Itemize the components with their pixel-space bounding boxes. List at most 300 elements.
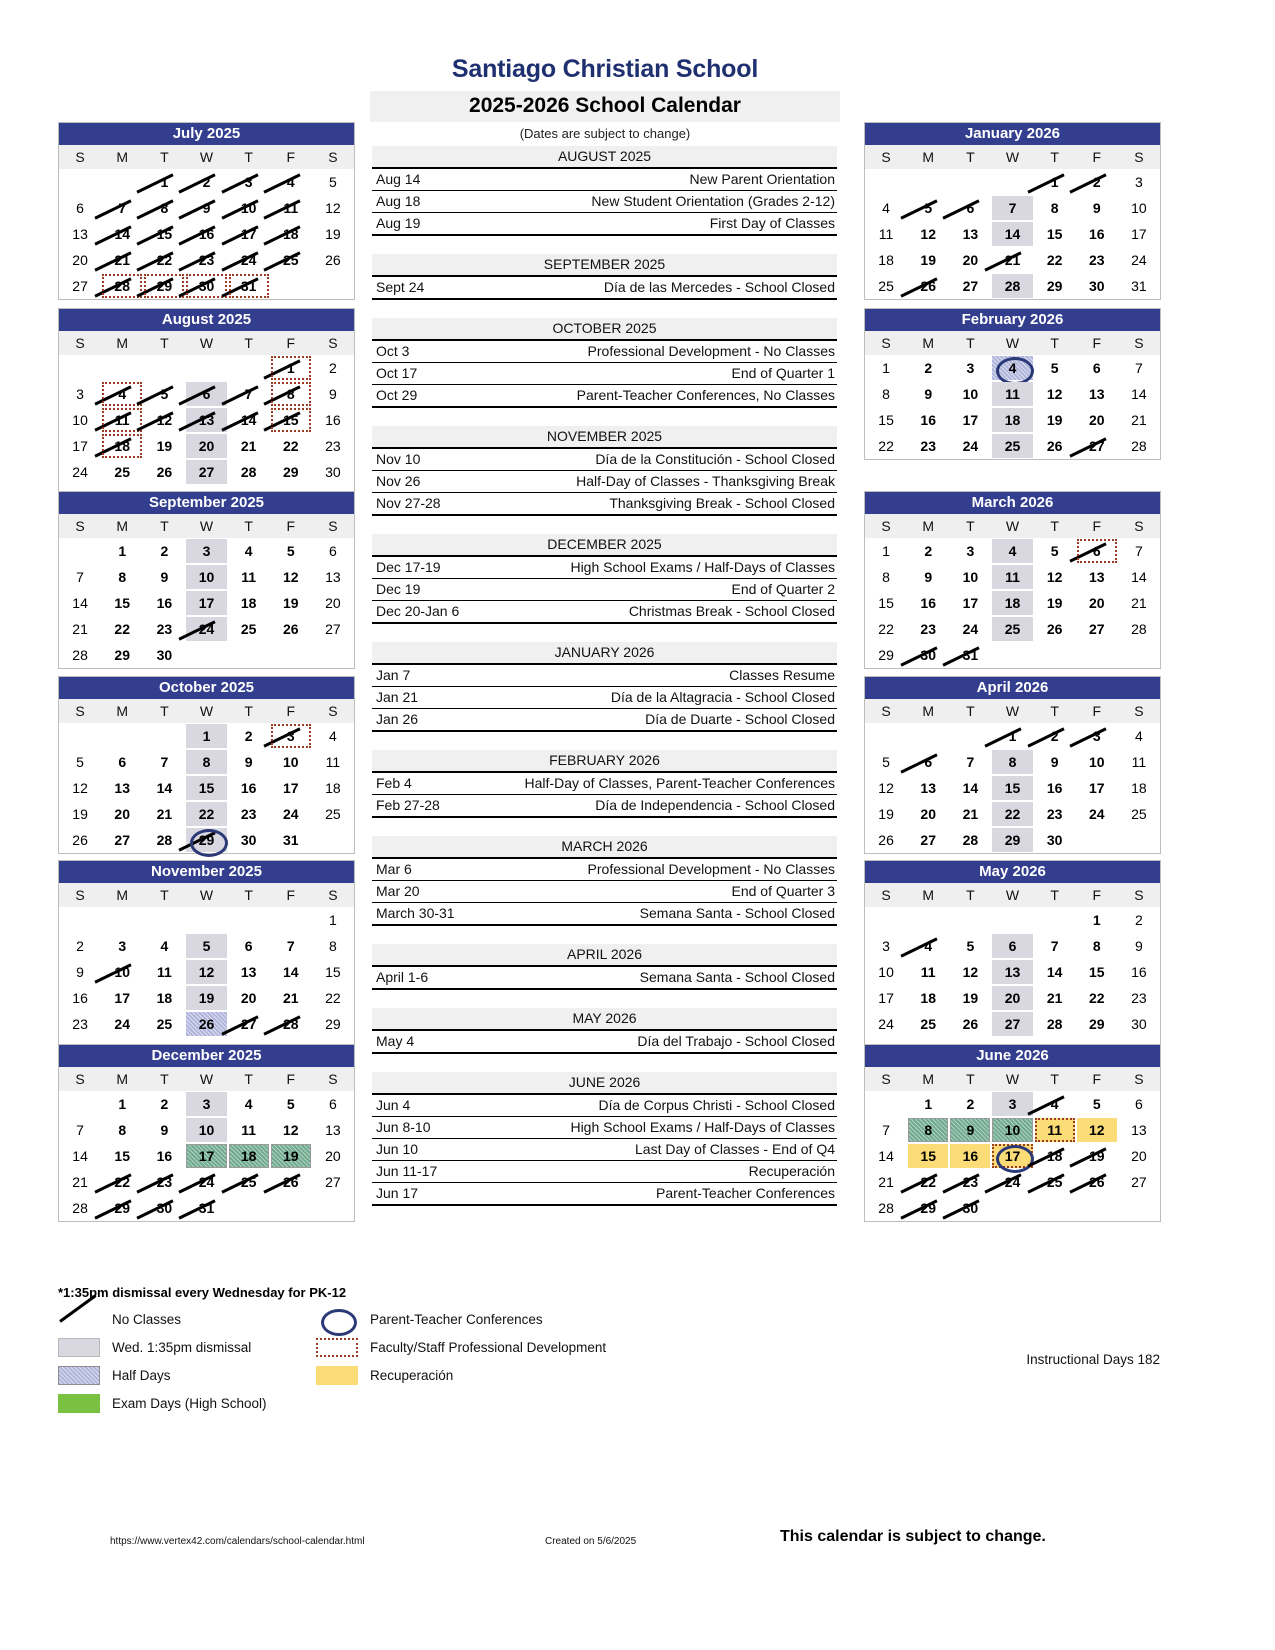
day-mar2026-1[interactable] (865, 538, 907, 564)
day-cell[interactable]: 27 (186, 460, 226, 484)
day-jan2026-12[interactable] (907, 221, 949, 247)
day-oct2025-8[interactable] (185, 749, 227, 775)
day-cell[interactable]: 7 (966, 754, 975, 770)
day-cell[interactable]: 14 (72, 1148, 88, 1164)
day-cell[interactable]: 24 (114, 1016, 130, 1032)
day-apr2026-18[interactable] (1118, 775, 1160, 801)
day-cell[interactable]: 31 (186, 1196, 226, 1220)
day-cell[interactable]: 10 (102, 960, 142, 984)
day-dec2025-15[interactable] (101, 1143, 143, 1169)
day-feb2026-20[interactable] (1076, 407, 1118, 433)
day-cell[interactable]: 9 (950, 1118, 990, 1142)
day-cell[interactable]: 8 (882, 386, 890, 402)
day-cell[interactable]: 19 (325, 226, 341, 242)
day-jan2026-1[interactable] (1034, 169, 1076, 195)
day-cell[interactable]: 13 (325, 1122, 341, 1138)
day-dec2025-22[interactable] (101, 1169, 143, 1195)
day-sep2025-5[interactable] (270, 538, 312, 564)
day-jun2026-11[interactable] (1034, 1117, 1076, 1143)
day-cell[interactable]: 12 (72, 780, 88, 796)
day-cell[interactable]: 19 (271, 1144, 311, 1168)
day-jun2026-4[interactable] (1034, 1091, 1076, 1117)
day-apr2026-20[interactable] (907, 801, 949, 827)
day-jan2026-23[interactable] (1076, 247, 1118, 273)
day-cell[interactable]: 19 (962, 990, 979, 1006)
day-cell[interactable]: 19 (186, 986, 226, 1010)
day-cell[interactable]: 30 (908, 643, 948, 667)
day-cell[interactable]: 28 (156, 832, 173, 848)
day-cell[interactable]: 4 (1135, 728, 1143, 744)
day-cell[interactable]: 25 (114, 464, 130, 480)
day-cell[interactable]: 16 (1131, 964, 1147, 980)
day-cell[interactable]: 5 (286, 543, 295, 559)
day-jan2026-19[interactable] (907, 247, 949, 273)
day-mar2026-26[interactable] (1034, 616, 1076, 642)
day-apr2026-27[interactable] (907, 827, 949, 853)
day-cell[interactable]: 15 (325, 964, 341, 980)
day-cell[interactable]: 23 (920, 621, 936, 637)
day-cell[interactable]: 22 (992, 802, 1032, 826)
day-nov2025-15[interactable] (312, 959, 354, 985)
day-cell[interactable]: 21 (1131, 595, 1147, 611)
day-feb2026-8[interactable] (865, 381, 907, 407)
day-cell[interactable]: 30 (325, 464, 341, 480)
day-aug2025-9[interactable] (312, 381, 354, 407)
day-cell[interactable]: 8 (329, 938, 337, 954)
day-jan2026-11[interactable] (865, 221, 907, 247)
day-cell[interactable]: 3 (76, 386, 84, 402)
day-cell[interactable]: 14 (1131, 386, 1147, 402)
day-cell[interactable]: 2 (244, 728, 253, 744)
day-dec2025-28[interactable] (59, 1195, 101, 1221)
day-cell[interactable]: 8 (144, 196, 184, 220)
day-cell[interactable]: 20 (1088, 595, 1105, 611)
day-may2026-13[interactable] (991, 959, 1033, 985)
day-cell[interactable]: 22 (1046, 252, 1063, 268)
day-cell[interactable]: 11 (156, 964, 172, 980)
day-nov2025-22[interactable] (312, 985, 354, 1011)
day-jul2025-10[interactable] (228, 195, 270, 221)
day-apr2026-23[interactable] (1034, 801, 1076, 827)
day-cell[interactable]: 25 (992, 434, 1032, 458)
day-cell[interactable]: 6 (118, 754, 127, 770)
day-cell[interactable]: 21 (282, 990, 299, 1006)
day-feb2026-26[interactable] (1034, 433, 1076, 459)
day-apr2026-11[interactable] (1118, 749, 1160, 775)
day-mar2026-12[interactable] (1034, 564, 1076, 590)
day-cell[interactable]: 13 (1088, 569, 1105, 585)
day-aug2025-7[interactable] (228, 381, 270, 407)
day-sep2025-7[interactable] (59, 564, 101, 590)
day-jan2026-28[interactable] (991, 273, 1033, 299)
day-cell[interactable]: 12 (1046, 386, 1063, 402)
day-jul2025-28[interactable] (101, 273, 143, 299)
day-oct2025-29[interactable] (185, 827, 227, 853)
day-cell[interactable]: 20 (72, 252, 88, 268)
day-jan2026-18[interactable] (865, 247, 907, 273)
day-cell[interactable]: 18 (240, 595, 257, 611)
day-cell[interactable]: 29 (144, 274, 184, 298)
day-jun2026-29[interactable] (907, 1195, 949, 1221)
day-cell[interactable]: 20 (240, 990, 257, 1006)
day-mar2026-21[interactable] (1118, 590, 1160, 616)
day-cell[interactable]: 11 (325, 754, 341, 770)
day-cell[interactable]: 2 (966, 1096, 975, 1112)
day-cell[interactable]: 9 (1135, 938, 1143, 954)
day-cell[interactable]: 29 (1088, 1016, 1105, 1032)
day-aug2025-6[interactable] (185, 381, 227, 407)
day-may2026-10[interactable] (865, 959, 907, 985)
day-cell[interactable]: 7 (160, 754, 169, 770)
day-may2026-18[interactable] (907, 985, 949, 1011)
day-jul2025-15[interactable] (143, 221, 185, 247)
day-cell[interactable]: 3 (186, 539, 226, 563)
day-aug2025-30[interactable] (312, 459, 354, 485)
day-cell[interactable]: 25 (992, 617, 1032, 641)
day-aug2025-8[interactable] (270, 381, 312, 407)
day-jan2026-10[interactable] (1118, 195, 1160, 221)
day-cell[interactable]: 24 (186, 617, 226, 641)
day-cell[interactable]: 1 (1035, 170, 1075, 194)
day-cell[interactable]: 5 (76, 754, 84, 770)
day-cell[interactable]: 24 (282, 806, 299, 822)
day-cell[interactable]: 7 (992, 196, 1032, 220)
day-dec2025-10[interactable] (185, 1117, 227, 1143)
day-cell[interactable]: 27 (325, 621, 341, 637)
day-nov2025-16[interactable] (59, 985, 101, 1011)
day-cell[interactable]: 15 (1088, 964, 1105, 980)
day-cell[interactable]: 26 (72, 832, 88, 848)
day-cell[interactable]: 2 (76, 938, 84, 954)
day-oct2025-30[interactable] (228, 827, 270, 853)
day-oct2025-24[interactable] (270, 801, 312, 827)
day-oct2025-7[interactable] (143, 749, 185, 775)
day-jul2025-1[interactable] (143, 169, 185, 195)
day-nov2025-1[interactable] (312, 907, 354, 933)
day-feb2026-2[interactable] (907, 355, 949, 381)
day-cell[interactable]: 26 (962, 1016, 979, 1032)
day-cell[interactable]: 6 (244, 938, 253, 954)
day-nov2025-11[interactable] (143, 959, 185, 985)
day-cell[interactable]: 19 (1077, 1144, 1117, 1168)
day-apr2026-8[interactable] (991, 749, 1033, 775)
day-sep2025-12[interactable] (270, 564, 312, 590)
day-aug2025-25[interactable] (101, 459, 143, 485)
day-mar2026-7[interactable] (1118, 538, 1160, 564)
day-aug2025-16[interactable] (312, 407, 354, 433)
day-apr2026-22[interactable] (991, 801, 1033, 827)
day-cell[interactable]: 21 (156, 806, 173, 822)
day-feb2026-25[interactable] (991, 433, 1033, 459)
day-cell[interactable]: 2 (186, 170, 226, 194)
day-sep2025-24[interactable] (185, 616, 227, 642)
day-cell[interactable]: 17 (186, 591, 226, 615)
day-mar2026-3[interactable] (949, 538, 991, 564)
day-cell[interactable]: 4 (271, 170, 311, 194)
day-dec2025-14[interactable] (59, 1143, 101, 1169)
day-cell[interactable]: 23 (1046, 806, 1063, 822)
day-cell[interactable]: 6 (1077, 539, 1117, 563)
day-may2026-27[interactable] (991, 1011, 1033, 1037)
day-cell[interactable]: 18 (1035, 1144, 1075, 1168)
day-sep2025-1[interactable] (101, 538, 143, 564)
day-dec2025-26[interactable] (270, 1169, 312, 1195)
day-dec2025-11[interactable] (228, 1117, 270, 1143)
day-cell[interactable]: 25 (271, 248, 311, 272)
day-jan2026-20[interactable] (949, 247, 991, 273)
day-oct2025-22[interactable] (185, 801, 227, 827)
day-oct2025-10[interactable] (270, 749, 312, 775)
day-aug2025-23[interactable] (312, 433, 354, 459)
day-oct2025-18[interactable] (312, 775, 354, 801)
day-cell[interactable]: 2 (160, 1096, 169, 1112)
day-cell[interactable]: 15 (992, 776, 1032, 800)
day-cell[interactable]: 14 (992, 222, 1032, 246)
day-jun2026-6[interactable] (1118, 1091, 1160, 1117)
day-mar2026-28[interactable] (1118, 616, 1160, 642)
day-jan2026-31[interactable] (1118, 273, 1160, 299)
day-cell[interactable]: 12 (962, 964, 979, 980)
day-feb2026-4[interactable] (991, 355, 1033, 381)
day-nov2025-29[interactable] (312, 1011, 354, 1037)
day-apr2026-5[interactable] (865, 749, 907, 775)
day-dec2025-24[interactable] (185, 1169, 227, 1195)
day-cell[interactable]: 9 (1050, 754, 1059, 770)
day-dec2025-7[interactable] (59, 1117, 101, 1143)
day-cell[interactable]: 30 (144, 1196, 184, 1220)
day-cell[interactable]: 11 (241, 1122, 257, 1138)
day-jan2026-27[interactable] (949, 273, 991, 299)
day-apr2026-7[interactable] (949, 749, 991, 775)
day-jul2025-16[interactable] (185, 221, 227, 247)
day-cell[interactable]: 13 (325, 569, 341, 585)
day-cell[interactable]: 3 (229, 170, 269, 194)
day-cell[interactable]: 2 (924, 543, 933, 559)
day-jun2026-12[interactable] (1076, 1117, 1118, 1143)
day-cell[interactable]: 20 (992, 986, 1032, 1010)
day-cell[interactable]: 25 (1035, 1170, 1075, 1194)
day-cell[interactable]: 29 (102, 1196, 142, 1220)
day-cell[interactable]: 16 (156, 595, 173, 611)
day-cell[interactable]: 23 (72, 1016, 88, 1032)
day-dec2025-21[interactable] (59, 1169, 101, 1195)
day-cell[interactable]: 5 (1092, 1096, 1101, 1112)
day-cell[interactable]: 17 (114, 990, 130, 1006)
day-cell[interactable]: 1 (186, 724, 226, 748)
day-aug2025-1[interactable] (270, 355, 312, 381)
day-cell[interactable]: 16 (156, 1148, 173, 1164)
day-cell[interactable]: 21 (992, 248, 1032, 272)
day-cell[interactable]: 16 (920, 595, 936, 611)
day-cell[interactable]: 17 (1088, 780, 1105, 796)
day-cell[interactable]: 12 (1077, 1118, 1117, 1142)
day-feb2026-23[interactable] (907, 433, 949, 459)
day-cell[interactable]: 6 (329, 543, 337, 559)
day-oct2025-23[interactable] (228, 801, 270, 827)
day-may2026-9[interactable] (1118, 933, 1160, 959)
day-mar2026-23[interactable] (907, 616, 949, 642)
day-oct2025-27[interactable] (101, 827, 143, 853)
day-jul2025-7[interactable] (101, 195, 143, 221)
day-cell[interactable]: 9 (76, 964, 84, 980)
day-oct2025-9[interactable] (228, 749, 270, 775)
day-cell[interactable]: 19 (72, 806, 88, 822)
day-nov2025-19[interactable] (185, 985, 227, 1011)
day-cell[interactable]: 18 (992, 408, 1032, 432)
day-cell[interactable]: 26 (1046, 438, 1063, 454)
day-jul2025-9[interactable] (185, 195, 227, 221)
day-cell[interactable]: 25 (920, 1016, 936, 1032)
day-jan2026-30[interactable] (1076, 273, 1118, 299)
day-cell[interactable]: 1 (924, 1096, 933, 1112)
day-aug2025-28[interactable] (228, 459, 270, 485)
day-cell[interactable]: 2 (1035, 724, 1075, 748)
day-cell[interactable]: 12 (878, 780, 894, 796)
day-cell[interactable]: 20 (325, 595, 341, 611)
day-jul2025-5[interactable] (312, 169, 354, 195)
day-cell[interactable]: 29 (878, 647, 894, 663)
day-cell[interactable]: 11 (1035, 1118, 1075, 1142)
day-cell[interactable]: 6 (908, 750, 948, 774)
day-nov2025-2[interactable] (59, 933, 101, 959)
day-mar2026-15[interactable] (865, 590, 907, 616)
day-apr2026-9[interactable] (1034, 749, 1076, 775)
day-cell[interactable]: 7 (229, 382, 269, 406)
day-feb2026-14[interactable] (1118, 381, 1160, 407)
day-cell[interactable]: 7 (1135, 360, 1143, 376)
day-aug2025-14[interactable] (228, 407, 270, 433)
day-may2026-2[interactable] (1118, 907, 1160, 933)
day-cell[interactable]: 15 (186, 776, 226, 800)
day-cell[interactable]: 27 (1131, 1174, 1147, 1190)
day-cell[interactable]: 22 (908, 1170, 948, 1194)
day-apr2026-6[interactable] (907, 749, 949, 775)
day-cell[interactable]: 30 (1088, 278, 1105, 294)
day-cell[interactable]: 4 (908, 934, 948, 958)
day-jan2026-13[interactable] (949, 221, 991, 247)
day-cell[interactable]: 30 (240, 832, 257, 848)
day-cell[interactable]: 27 (114, 832, 130, 848)
day-cell[interactable]: 22 (282, 438, 299, 454)
day-cell[interactable]: 9 (1092, 200, 1101, 216)
day-cell[interactable]: 26 (325, 252, 341, 268)
day-feb2026-15[interactable] (865, 407, 907, 433)
day-cell[interactable]: 31 (1131, 278, 1147, 294)
day-feb2026-6[interactable] (1076, 355, 1118, 381)
day-cell[interactable]: 27 (325, 1174, 341, 1190)
day-cell[interactable]: 19 (156, 438, 173, 454)
day-cell[interactable]: 29 (282, 464, 299, 480)
day-cell[interactable]: 21 (102, 248, 142, 272)
day-cell[interactable]: 1 (992, 724, 1032, 748)
day-cell[interactable]: 15 (114, 595, 130, 611)
day-mar2026-22[interactable] (865, 616, 907, 642)
day-jun2026-25[interactable] (1034, 1169, 1076, 1195)
day-oct2025-28[interactable] (143, 827, 185, 853)
day-jul2025-3[interactable] (228, 169, 270, 195)
day-cell[interactable]: 12 (144, 408, 184, 432)
day-mar2026-9[interactable] (907, 564, 949, 590)
day-cell[interactable]: 18 (229, 1144, 269, 1168)
day-apr2026-10[interactable] (1076, 749, 1118, 775)
day-cell[interactable]: 10 (72, 412, 88, 428)
day-cell[interactable]: 8 (992, 750, 1032, 774)
day-dec2025-30[interactable] (143, 1195, 185, 1221)
day-cell[interactable]: 13 (992, 960, 1032, 984)
day-cell[interactable]: 10 (962, 386, 979, 402)
day-aug2025-22[interactable] (270, 433, 312, 459)
day-jan2026-3[interactable] (1118, 169, 1160, 195)
day-cell[interactable]: 5 (144, 382, 184, 406)
day-oct2025-31[interactable] (270, 827, 312, 853)
day-jan2026-9[interactable] (1076, 195, 1118, 221)
day-cell[interactable]: 26 (908, 274, 948, 298)
day-dec2025-31[interactable] (185, 1195, 227, 1221)
day-dec2025-13[interactable] (312, 1117, 354, 1143)
day-dec2025-19[interactable] (270, 1143, 312, 1169)
day-cell[interactable]: 4 (244, 1096, 253, 1112)
day-jan2026-26[interactable] (907, 273, 949, 299)
day-cell[interactable]: 22 (102, 1170, 142, 1194)
day-nov2025-24[interactable] (101, 1011, 143, 1037)
day-may2026-16[interactable] (1118, 959, 1160, 985)
day-jan2026-16[interactable] (1076, 221, 1118, 247)
day-feb2026-10[interactable] (949, 381, 991, 407)
day-jul2025-23[interactable] (185, 247, 227, 273)
day-mar2026-6[interactable] (1076, 538, 1118, 564)
day-cell[interactable]: 9 (924, 569, 933, 585)
day-cell[interactable]: 10 (1131, 200, 1147, 216)
day-mar2026-11[interactable] (991, 564, 1033, 590)
day-cell[interactable]: 4 (244, 543, 253, 559)
day-cell[interactable]: 4 (992, 356, 1032, 380)
day-mar2026-18[interactable] (991, 590, 1033, 616)
day-apr2026-1[interactable] (991, 723, 1033, 749)
day-cell[interactable]: 17 (1131, 226, 1147, 242)
day-cell[interactable]: 19 (282, 595, 299, 611)
day-cell[interactable]: 1 (271, 356, 311, 380)
day-mar2026-14[interactable] (1118, 564, 1160, 590)
day-cell[interactable]: 11 (992, 382, 1032, 406)
day-jul2025-11[interactable] (270, 195, 312, 221)
day-cell[interactable]: 30 (186, 274, 226, 298)
day-cell[interactable]: 17 (962, 595, 979, 611)
day-cell[interactable]: 15 (1046, 226, 1063, 242)
day-cell[interactable]: 28 (72, 647, 88, 663)
day-aug2025-21[interactable] (228, 433, 270, 459)
day-cell[interactable]: 13 (186, 408, 226, 432)
day-apr2026-29[interactable] (991, 827, 1033, 853)
day-cell[interactable]: 23 (325, 438, 341, 454)
day-jun2026-20[interactable] (1118, 1143, 1160, 1169)
day-cell[interactable]: 28 (1131, 621, 1147, 637)
day-aug2025-13[interactable] (185, 407, 227, 433)
day-dec2025-1[interactable] (101, 1091, 143, 1117)
day-cell[interactable]: 2 (329, 360, 337, 376)
day-jun2026-18[interactable] (1034, 1143, 1076, 1169)
day-sep2025-30[interactable] (143, 642, 185, 668)
day-cell[interactable]: 3 (1077, 724, 1117, 748)
day-cell[interactable]: 23 (1131, 990, 1147, 1006)
day-jun2026-24[interactable] (991, 1169, 1033, 1195)
day-cell[interactable]: 16 (72, 990, 88, 1006)
day-cell[interactable]: 3 (966, 543, 975, 559)
day-cell[interactable]: 16 (186, 222, 226, 246)
day-apr2026-17[interactable] (1076, 775, 1118, 801)
day-cell[interactable]: 29 (186, 828, 226, 852)
day-mar2026-16[interactable] (907, 590, 949, 616)
day-cell[interactable]: 23 (1088, 252, 1105, 268)
